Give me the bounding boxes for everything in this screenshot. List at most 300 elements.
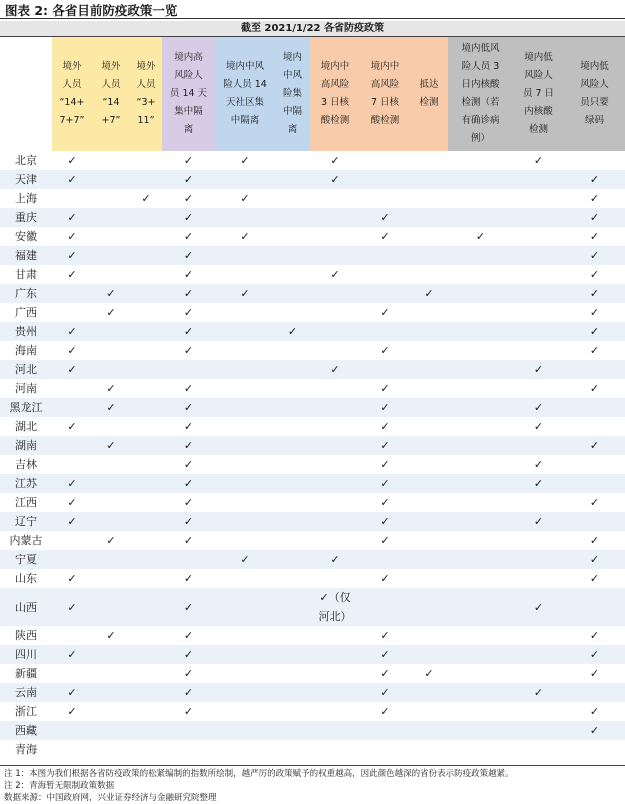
province-name: 新疆 (15, 667, 37, 680)
check-mark-icon: ✓ (52, 246, 92, 265)
header-low-risk-7day-test: 境内低 风险人 员 7 日 内核酸 检测 (513, 37, 564, 151)
empty-cell (130, 512, 162, 531)
table-row (0, 740, 625, 759)
empty-cell (448, 664, 513, 683)
empty-cell (52, 455, 92, 474)
check-mark-icon: ✓ (533, 458, 544, 471)
province-name: 江苏 (0, 474, 52, 493)
check-mark-icon: ✓ (589, 306, 600, 319)
empty-cell (92, 588, 130, 626)
check-mark-icon: ✓ (183, 306, 194, 319)
check-mark-icon: ✓ (106, 629, 116, 642)
empty-cell (215, 170, 275, 189)
empty-cell (448, 436, 513, 455)
empty-cell (275, 208, 310, 227)
empty-cell (92, 550, 130, 569)
empty-cell (275, 246, 310, 265)
province-name: 山东 (15, 572, 37, 585)
check-mark-icon: ✓ (67, 420, 77, 433)
check-mark-icon: ✓ (275, 322, 310, 341)
check-mark-icon: ✓ (162, 474, 215, 493)
empty-cell (513, 379, 564, 398)
empty-cell (360, 284, 410, 303)
empty-cell (92, 512, 130, 531)
empty-cell (162, 360, 215, 379)
check-mark-icon: ✓ (589, 496, 600, 509)
empty-cell (52, 531, 92, 550)
empty-cell (360, 246, 410, 265)
province-name: 福建 (0, 246, 52, 265)
empty-cell (130, 151, 162, 170)
check-mark-icon: ✓ (106, 306, 116, 319)
empty-cell (564, 683, 625, 702)
empty-cell (215, 702, 275, 721)
check-mark-icon: ✓ (513, 588, 564, 626)
table-row (0, 284, 625, 303)
check-mark-icon: ✓ (513, 512, 564, 531)
check-mark-icon: ✓ (360, 512, 410, 531)
empty-cell (215, 645, 275, 664)
check-mark-icon: ✓ (589, 192, 600, 205)
empty-cell (410, 455, 448, 474)
empty-cell (448, 626, 513, 645)
empty-cell (215, 208, 275, 227)
table-row (0, 246, 625, 265)
empty-cell (130, 569, 162, 588)
header-arrival-test: 抵达 检测 (410, 37, 448, 151)
check-mark-icon: ✓ (589, 534, 600, 547)
header-low-risk-3day-test: 境内低风 险人员 3 日内核酸 检测（若 有确诊病 例） (448, 37, 513, 151)
empty-cell (410, 227, 448, 246)
empty-cell (275, 417, 310, 436)
empty-cell (275, 189, 310, 208)
empty-cell (130, 493, 162, 512)
empty-cell (360, 740, 410, 759)
check-mark-icon: ✓ (310, 170, 360, 189)
empty-cell (215, 455, 275, 474)
check-mark-icon: ✓ (589, 230, 600, 243)
table-row (0, 227, 625, 246)
empty-cell (52, 550, 92, 569)
empty-cell (513, 284, 564, 303)
check-mark-icon: ✓ (513, 360, 564, 379)
empty-cell (130, 379, 162, 398)
empty-cell (448, 151, 513, 170)
check-mark-icon: ✓ (67, 154, 77, 167)
empty-cell (162, 550, 215, 569)
check-mark-icon: ✓ (410, 284, 448, 303)
check-mark-icon: ✓ (513, 683, 564, 702)
empty-cell (564, 398, 625, 417)
check-mark-icon: ✓ (183, 667, 194, 680)
table-row (0, 550, 625, 569)
empty-cell (275, 493, 310, 512)
empty-cell (92, 151, 130, 170)
check-mark-icon: ✓ (360, 398, 410, 417)
empty-cell (215, 721, 275, 740)
empty-cell (275, 151, 310, 170)
empty-cell (410, 474, 448, 493)
check-mark-icon: ✓ (380, 572, 390, 585)
check-mark-icon: ✓ (162, 588, 215, 626)
province-name: 江西 (15, 496, 37, 509)
empty-cell (310, 341, 360, 360)
check-mark-icon: ✓ (183, 458, 194, 471)
header-corner (0, 37, 52, 151)
check-mark-icon: ✓ (52, 360, 92, 379)
empty-cell (162, 740, 215, 759)
check-mark-icon: ✓ (424, 667, 434, 680)
check-mark-icon: ✓ (52, 645, 92, 664)
empty-cell (410, 189, 448, 208)
table-row (0, 322, 625, 341)
empty-cell (310, 512, 360, 531)
province-name: 河南 (15, 382, 37, 395)
empty-cell (410, 398, 448, 417)
check-mark-icon: ✓ (92, 436, 130, 455)
province-name: 湖南 (0, 436, 52, 455)
check-mark-icon: ✓ (162, 645, 215, 664)
empty-cell (130, 683, 162, 702)
check-mark-icon: ✓ (52, 588, 92, 626)
empty-cell (130, 360, 162, 379)
empty-cell (52, 721, 92, 740)
empty-cell (448, 588, 513, 626)
check-mark-icon: ✓ (380, 230, 390, 243)
empty-cell (310, 322, 360, 341)
empty-cell (513, 227, 564, 246)
empty-cell (215, 569, 275, 588)
check-mark-icon: ✓ (589, 268, 600, 281)
empty-cell (310, 740, 360, 759)
empty-cell (448, 455, 513, 474)
empty-cell (310, 626, 360, 645)
empty-cell (52, 664, 92, 683)
empty-cell (130, 740, 162, 759)
empty-cell (130, 474, 162, 493)
empty-cell (513, 303, 564, 322)
empty-cell (130, 721, 162, 740)
empty-cell (92, 721, 130, 740)
check-mark-icon: ✓ (513, 474, 564, 493)
empty-cell (448, 398, 513, 417)
empty-cell (513, 246, 564, 265)
empty-cell (513, 664, 564, 683)
empty-cell (448, 550, 513, 569)
empty-cell (360, 322, 410, 341)
empty-cell (448, 683, 513, 702)
province-name: 内蒙古 (9, 534, 43, 547)
check-mark-icon: ✓ (52, 170, 92, 189)
empty-cell (275, 512, 310, 531)
empty-cell (310, 246, 360, 265)
province-name: 陕西 (15, 629, 37, 642)
empty-cell (310, 189, 360, 208)
check-mark-icon: ✓ (141, 192, 151, 205)
empty-cell (448, 265, 513, 284)
empty-cell (130, 341, 162, 360)
check-mark-icon: ✓ (92, 398, 130, 417)
check-mark-icon: ✓ (310, 550, 360, 569)
empty-cell (448, 208, 513, 227)
empty-cell (410, 683, 448, 702)
province-name: 四川 (0, 645, 52, 664)
province-name: 重庆 (0, 208, 52, 227)
check-mark-icon: ✓（仅 河北） (310, 588, 360, 626)
check-mark-icon: ✓ (564, 170, 625, 189)
empty-cell (92, 360, 130, 379)
check-mark-icon: ✓ (183, 629, 194, 642)
policy-table (0, 37, 625, 759)
province-name: 天津 (0, 170, 52, 189)
check-mark-icon: ✓ (360, 436, 410, 455)
empty-cell (92, 664, 130, 683)
empty-cell (275, 664, 310, 683)
empty-cell (310, 721, 360, 740)
empty-cell (564, 455, 625, 474)
empty-cell (360, 550, 410, 569)
check-mark-icon: ✓ (183, 192, 194, 205)
header-mid-risk-quarantine: 境内 中风 险集 中隔 离 (275, 37, 310, 151)
empty-cell (92, 474, 130, 493)
empty-cell (215, 303, 275, 322)
province-name: 西藏 (0, 721, 52, 740)
empty-cell (275, 455, 310, 474)
empty-cell (448, 417, 513, 436)
table-row (0, 683, 625, 702)
empty-cell (275, 265, 310, 284)
empty-cell (275, 702, 310, 721)
empty-cell (130, 645, 162, 664)
empty-cell (215, 683, 275, 702)
empty-cell (448, 474, 513, 493)
footnote-2: 注 2：青海暂无限制政策数据 (4, 781, 115, 791)
empty-cell (52, 436, 92, 455)
empty-cell (410, 493, 448, 512)
table-caption: 截至 2021/1/22 各省防疫政策 (0, 21, 625, 36)
check-mark-icon: ✓ (589, 667, 600, 680)
empty-cell (275, 398, 310, 417)
empty-cell (310, 474, 360, 493)
check-mark-icon: ✓ (380, 629, 390, 642)
empty-cell (410, 588, 448, 626)
empty-cell (310, 208, 360, 227)
empty-cell (564, 360, 625, 379)
table-row (0, 645, 625, 664)
empty-cell (410, 246, 448, 265)
empty-cell (52, 398, 92, 417)
empty-cell (52, 284, 92, 303)
empty-cell (410, 645, 448, 664)
empty-cell (310, 436, 360, 455)
empty-cell (92, 227, 130, 246)
empty-cell (92, 683, 130, 702)
empty-cell (410, 303, 448, 322)
empty-cell (310, 664, 360, 683)
empty-cell (215, 493, 275, 512)
check-mark-icon: ✓ (52, 322, 92, 341)
table-body (0, 151, 625, 759)
check-mark-icon: ✓ (67, 496, 77, 509)
check-mark-icon: ✓ (67, 230, 77, 243)
empty-cell (215, 379, 275, 398)
empty-cell (92, 208, 130, 227)
empty-cell (410, 512, 448, 531)
empty-cell (410, 170, 448, 189)
empty-cell (130, 265, 162, 284)
empty-cell (564, 417, 625, 436)
check-mark-icon: ✓ (162, 512, 215, 531)
check-mark-icon: ✓ (183, 534, 194, 547)
check-mark-icon: ✓ (475, 230, 486, 243)
empty-cell (275, 170, 310, 189)
check-mark-icon: ✓ (162, 170, 215, 189)
header-high-risk-quarantine: 境内高 风险人 员 14 天 集中隔 离 (162, 37, 215, 151)
empty-cell (410, 550, 448, 569)
check-mark-icon: ✓ (533, 420, 544, 433)
check-mark-icon: ✓ (564, 645, 625, 664)
empty-cell (92, 189, 130, 208)
check-mark-icon: ✓ (564, 721, 625, 740)
empty-cell (130, 588, 162, 626)
empty-cell (92, 740, 130, 759)
empty-cell (130, 303, 162, 322)
table-row (0, 417, 625, 436)
check-mark-icon: ✓ (183, 230, 194, 243)
empty-cell (448, 379, 513, 398)
header-overseas-14-7-7: 境外 人员 “14+ 7+7” (52, 37, 92, 151)
check-mark-icon: ✓ (183, 705, 194, 718)
check-mark-icon: ✓ (360, 683, 410, 702)
check-mark-icon: ✓ (380, 496, 390, 509)
empty-cell (513, 645, 564, 664)
empty-cell (130, 550, 162, 569)
check-mark-icon: ✓ (380, 344, 390, 357)
empty-cell (275, 588, 310, 626)
empty-cell (448, 721, 513, 740)
empty-cell (92, 569, 130, 588)
empty-cell (310, 569, 360, 588)
empty-cell (275, 569, 310, 588)
empty-cell (513, 569, 564, 588)
empty-cell (360, 721, 410, 740)
check-mark-icon: ✓ (564, 436, 625, 455)
empty-cell (92, 265, 130, 284)
empty-cell (275, 721, 310, 740)
empty-cell (448, 740, 513, 759)
empty-cell (448, 531, 513, 550)
empty-cell (275, 683, 310, 702)
empty-cell (130, 417, 162, 436)
empty-cell (310, 417, 360, 436)
province-name: 安徽 (15, 230, 37, 243)
check-mark-icon: ✓ (183, 572, 194, 585)
check-mark-icon: ✓ (533, 154, 544, 167)
empty-cell (410, 569, 448, 588)
check-mark-icon: ✓ (380, 534, 390, 547)
empty-cell (130, 531, 162, 550)
table-row (0, 360, 625, 379)
empty-cell (310, 227, 360, 246)
empty-cell (410, 265, 448, 284)
check-mark-icon: ✓ (564, 284, 625, 303)
header-overseas-3-11: 境外 人员 “3+ 11” (130, 37, 162, 151)
empty-cell (360, 360, 410, 379)
check-mark-icon: ✓ (162, 436, 215, 455)
empty-cell (410, 208, 448, 227)
empty-cell (130, 455, 162, 474)
empty-cell (410, 360, 448, 379)
empty-cell (513, 702, 564, 721)
empty-cell (275, 474, 310, 493)
empty-cell (92, 417, 130, 436)
empty-cell (275, 740, 310, 759)
check-mark-icon: ✓ (380, 382, 390, 395)
empty-cell (215, 664, 275, 683)
empty-cell (448, 341, 513, 360)
check-mark-icon: ✓ (589, 629, 600, 642)
check-mark-icon: ✓ (310, 360, 360, 379)
empty-cell (513, 208, 564, 227)
check-mark-icon: ✓ (162, 398, 215, 417)
table-row (0, 303, 625, 322)
check-mark-icon: ✓ (513, 398, 564, 417)
header-mid-risk-community-quarantine: 境内中风 险人员 14 天社区集 中隔离 (215, 37, 275, 151)
empty-cell (410, 379, 448, 398)
empty-cell (564, 512, 625, 531)
data-source: 数据来源：中国政府网，兴业证券经济与金融研究院整理 (4, 793, 217, 803)
empty-cell (310, 683, 360, 702)
empty-cell (360, 265, 410, 284)
check-mark-icon: ✓ (564, 550, 625, 569)
check-mark-icon: ✓ (183, 344, 194, 357)
check-mark-icon: ✓ (360, 208, 410, 227)
table-row (0, 436, 625, 455)
empty-cell (275, 436, 310, 455)
empty-cell (360, 170, 410, 189)
table-row (0, 664, 625, 683)
check-mark-icon: ✓ (589, 344, 600, 357)
empty-cell (410, 740, 448, 759)
province-name: 广西 (15, 306, 37, 319)
empty-cell (448, 512, 513, 531)
table-row (0, 379, 625, 398)
check-mark-icon: ✓ (360, 474, 410, 493)
empty-cell (448, 645, 513, 664)
check-mark-icon: ✓ (564, 322, 625, 341)
header-low-risk-green-code: 境内低 风险人 员只要 绿码 (564, 37, 625, 151)
empty-cell (448, 360, 513, 379)
table-row (0, 569, 625, 588)
empty-cell (52, 626, 92, 645)
check-mark-icon: ✓ (106, 382, 116, 395)
empty-cell (448, 303, 513, 322)
footnote-divider (0, 765, 625, 766)
check-mark-icon: ✓ (52, 208, 92, 227)
empty-cell (513, 341, 564, 360)
empty-cell (360, 151, 410, 170)
empty-cell (275, 303, 310, 322)
empty-cell (310, 702, 360, 721)
province-name: 黑龙江 (0, 398, 52, 417)
province-name: 云南 (0, 683, 52, 702)
empty-cell (215, 341, 275, 360)
check-mark-icon: ✓ (92, 284, 130, 303)
empty-cell (410, 322, 448, 341)
title-divider (0, 18, 625, 19)
empty-cell (448, 322, 513, 341)
table-row (0, 208, 625, 227)
